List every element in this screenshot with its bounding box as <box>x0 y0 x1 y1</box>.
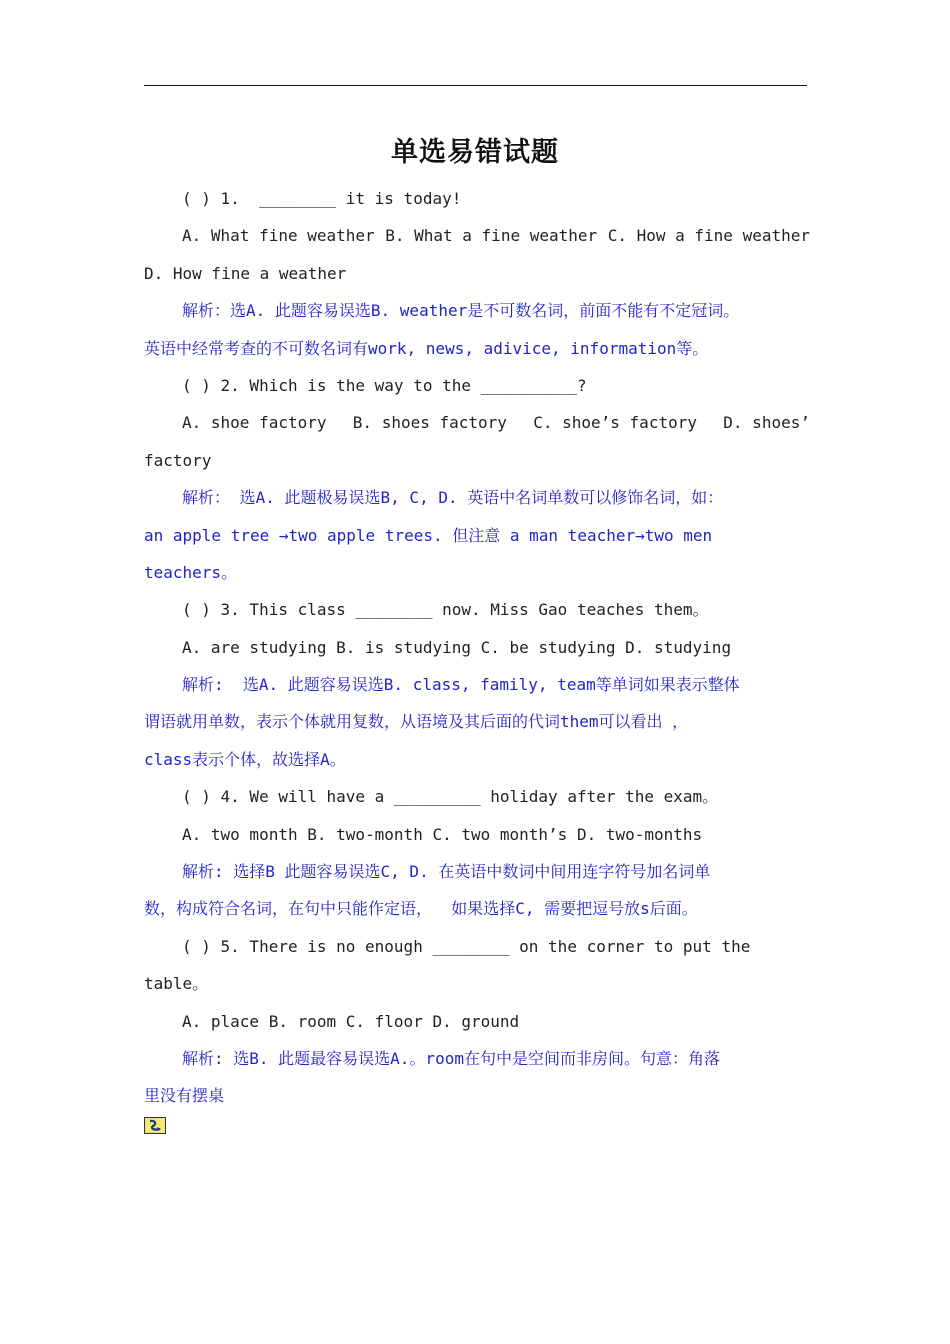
question-3-analysis-end: class表示个体，故选择A。 <box>144 749 346 769</box>
question-2-analysis-end: teachers。 <box>144 562 238 582</box>
question-3-options: A. are studying B. is studying C. be studying D. studying <box>182 637 732 657</box>
question-4-analysis: 解析: 选择B 此题容易误选C, D. 在英语中数词中间用连字符号加名词单 <box>182 862 711 882</box>
question-2-option-d: D. shoes’ <box>723 413 810 433</box>
question-3-stem: ( ) 3. This class ________ now. Miss Gao teaches them。 <box>182 600 709 620</box>
question-1-option-d: D. How fine a weather <box>144 263 347 283</box>
question-5-analysis-cont: 里没有摆桌 <box>144 1086 225 1106</box>
question-list <box>144 180 810 1115</box>
top-rule <box>144 85 807 86</box>
question-4-analysis-cont: 数，构成符合名词，在句中只能作定语， 如果选择C, 需要把逗号放s后面。 <box>144 899 698 919</box>
question-1-analysis: 解析：选A. 此题容易误选B. weather是不可数名词，前面不能有不定冠词。 <box>182 301 740 321</box>
question-5-analysis: 解析: 选B. 此题最容易误选A.。room在句中是空间而非房间。句意：角落 <box>182 1048 720 1068</box>
question-1-option-a: A. What fine weather <box>182 226 375 246</box>
question-2-option-a: A. shoe factory <box>182 413 327 433</box>
question-1-option-b: B. What a fine weather <box>385 226 598 246</box>
question-4-stem: ( ) 4. We will have a _________ holiday after the exam。 <box>182 787 719 807</box>
question-5-stem: ( ) 5. There is no enough ________ on the corner to put the <box>182 936 751 956</box>
question-1-options <box>144 217 810 254</box>
question-5-options: A. place B. room C. floor D. ground <box>182 1011 520 1031</box>
question-1-analysis-cont: 英语中经常考查的不可数名词有work, news, adivice, information等。 <box>144 338 709 358</box>
question-3-analysis: 解析: 选A. 此题容易误选B. class, family, team等单词如果表示整体 <box>182 675 740 695</box>
question-5-stem-cont: table。 <box>144 974 209 994</box>
question-1-stem: ( ) 1. ________ it is today! <box>182 189 462 208</box>
question-1-option-c: C. How a fine weather <box>607 226 810 246</box>
question-2-option-b: B. shoes factory <box>352 413 507 433</box>
question-2-options <box>144 404 810 441</box>
question-2-option-d-cont: factory <box>144 450 212 470</box>
page-title: 单选易错试题 <box>391 137 559 168</box>
document-link-icon[interactable] <box>144 1117 166 1134</box>
question-3-analysis-cont: 谓语就用单数，表示个体就用复数，从语境及其后面的代词them可以看出 ， <box>144 712 689 732</box>
question-2-analysis-cont: an apple tree →two apple trees. 但注意 a man teacher→two men <box>144 525 713 545</box>
question-2-option-c: C. shoe’s factory <box>533 413 697 433</box>
question-4-options: A. two month B. two-month C. two month’s D. two-months <box>182 824 703 844</box>
question-2-analysis: 解析： 选A. 此题极易误选B, C, D. 英语中名词单数可以修饰名词，如： <box>182 488 724 508</box>
question-2-stem: ( ) 2. Which is the way to the __________? <box>182 375 587 395</box>
